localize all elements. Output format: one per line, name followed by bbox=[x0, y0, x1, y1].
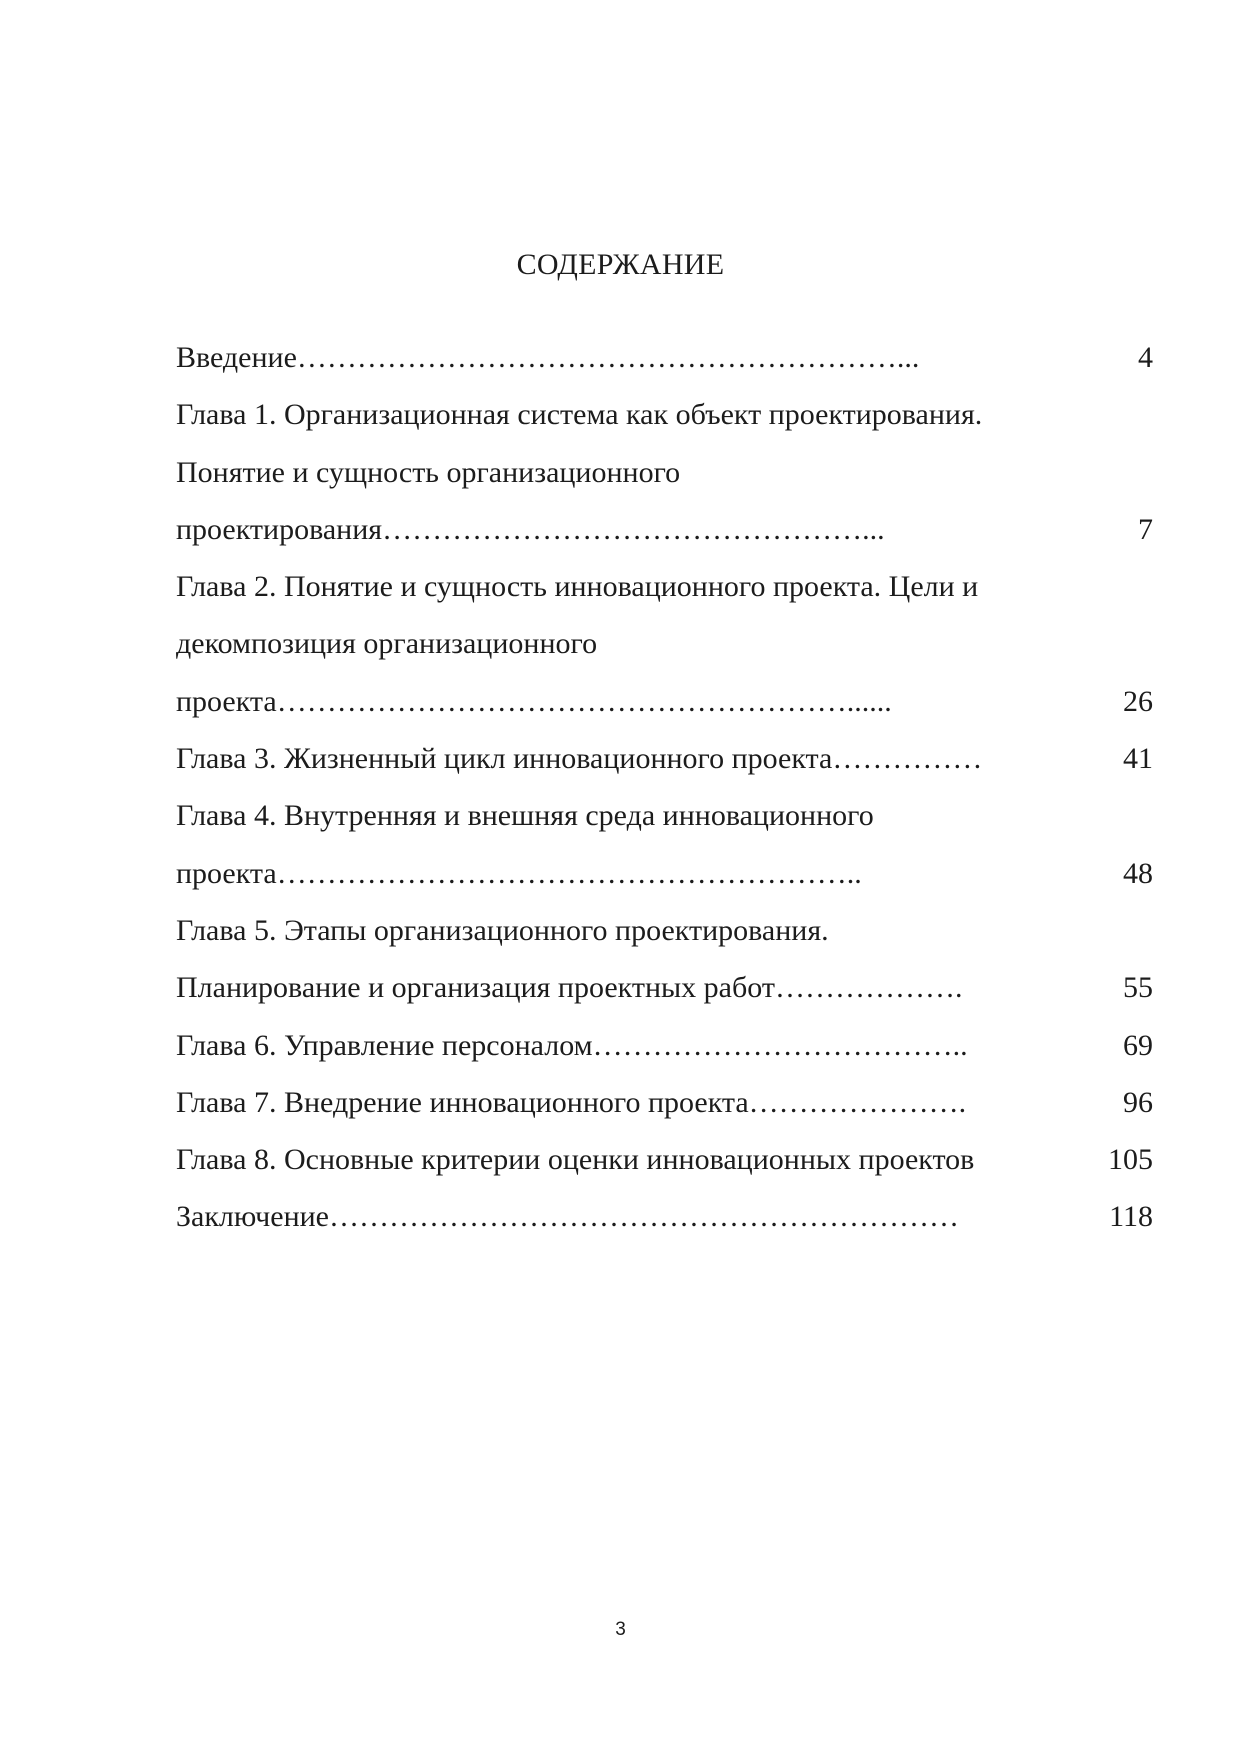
toc-page-number: 105 bbox=[1108, 1143, 1153, 1177]
toc-page-number: 41 bbox=[1123, 742, 1153, 776]
toc-page-number: 48 bbox=[1123, 856, 1153, 890]
page-number: 3 bbox=[615, 1619, 626, 1640]
toc-line-chapter-5-end bbox=[176, 968, 1176, 1025]
toc-entry-text: Глава 5. Этапы организационного проектирования. bbox=[176, 913, 829, 947]
toc-entry-text: Понятие и сущность организационного bbox=[176, 455, 681, 489]
toc-line-chapter-1-end bbox=[176, 510, 1176, 567]
toc-line-chapter-4-end bbox=[176, 854, 1176, 911]
toc-page-number: 118 bbox=[1109, 1200, 1153, 1234]
toc-page-number: 96 bbox=[1123, 1085, 1153, 1119]
page-title: СОДЕРЖАНИЕ bbox=[516, 248, 725, 281]
toc-entry-text: проекта…………………………………………………...... bbox=[176, 684, 892, 718]
toc-entry-text: Глава 6. Управление персоналом……………………………….. bbox=[176, 1028, 968, 1062]
toc-entry-text: Глава 4. Внутренняя и внешняя среда инновационного bbox=[176, 799, 874, 833]
toc-line-chapter-6 bbox=[176, 1026, 1176, 1083]
toc-entry-text: декомпозиция организационного bbox=[176, 627, 598, 661]
toc-page-number: 69 bbox=[1123, 1028, 1153, 1062]
toc-line-conclusion bbox=[176, 1197, 1176, 1254]
toc-line-chapter-3 bbox=[176, 739, 1176, 796]
toc-line-chapter-5 bbox=[176, 911, 1176, 968]
table-of-contents bbox=[176, 338, 1176, 1255]
toc-line-chapter-2 bbox=[176, 567, 1176, 624]
toc-page-number: 26 bbox=[1123, 684, 1153, 718]
toc-entry-text: Глава 8. Основные критерии оценки инновационных проектов bbox=[176, 1143, 975, 1177]
toc-entry-text: проектирования…………………………………………... bbox=[176, 512, 885, 546]
toc-entry-text: Введение……………………………………………………... bbox=[176, 341, 920, 374]
toc-page-number: 4 bbox=[1138, 341, 1153, 374]
toc-line-chapter-2-cont bbox=[176, 624, 1176, 681]
toc-page-number: 55 bbox=[1123, 971, 1153, 1005]
toc-entry-text: Глава 2. Понятие и сущность инновационного проекта. Цели и bbox=[176, 570, 979, 604]
toc-line-chapter-2-end bbox=[176, 682, 1176, 739]
toc-entry-text: Заключение……………………………………………………… bbox=[176, 1200, 959, 1234]
toc-entry-text: Планирование и организация проектных работ………………. bbox=[176, 971, 963, 1005]
toc-entry-text: Глава 7. Внедрение инновационного проекта…………………. bbox=[176, 1085, 967, 1119]
toc-line-chapter-1-cont bbox=[176, 453, 1176, 510]
toc-line-chapter-1 bbox=[176, 395, 1176, 452]
toc-line-introduction bbox=[176, 338, 1176, 395]
toc-entry-text: Глава 1. Организационная система как объект проектирования. bbox=[176, 398, 983, 432]
toc-entry-text: проекта………………………………………………….. bbox=[176, 856, 862, 890]
toc-line-chapter-7 bbox=[176, 1083, 1176, 1140]
toc-line-chapter-4 bbox=[176, 796, 1176, 853]
toc-page-number: 7 bbox=[1138, 512, 1153, 546]
toc-entry-text: Глава 3. Жизненный цикл инновационного проекта…………… bbox=[176, 742, 983, 776]
toc-line-chapter-8 bbox=[176, 1140, 1176, 1197]
